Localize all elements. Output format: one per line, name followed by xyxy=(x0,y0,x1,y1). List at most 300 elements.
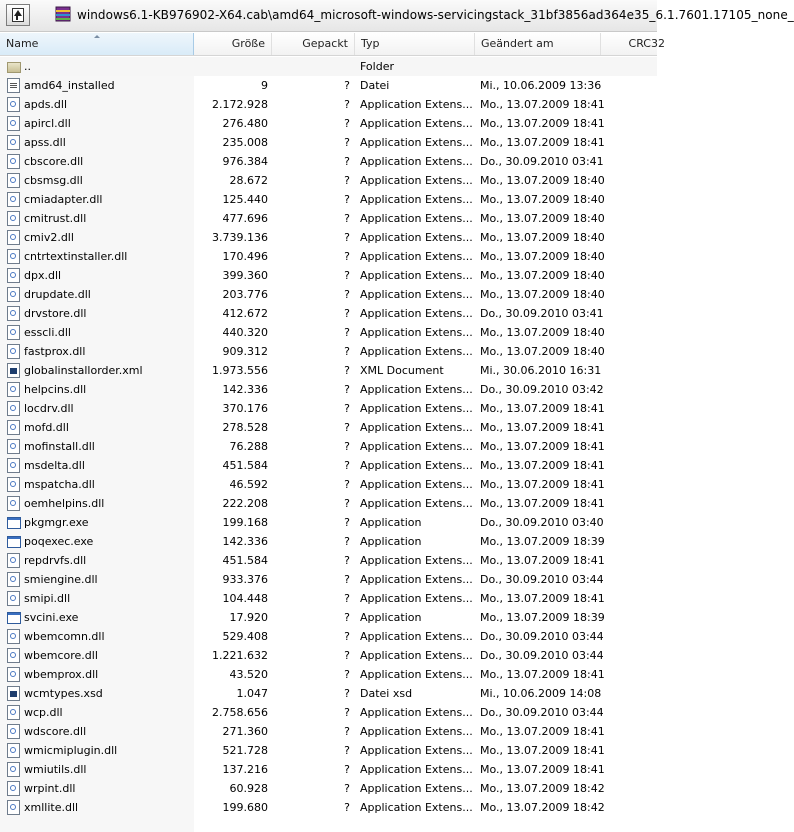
file-type: Application Extens... xyxy=(360,668,473,681)
file-packed-size: ? xyxy=(344,307,350,320)
file-size: 199.168 xyxy=(222,516,268,529)
file-modified: Mo., 13.07.2009 18:41 xyxy=(480,440,605,453)
file-size: 142.336 xyxy=(222,383,268,396)
file-row[interactable] xyxy=(0,741,657,760)
file-icon xyxy=(7,78,20,93)
file-name: pkgmgr.exe xyxy=(24,516,89,529)
dll-icon xyxy=(7,401,20,416)
file-modified: Do., 30.09.2010 03:41 xyxy=(480,307,604,320)
file-type: Application Extens... xyxy=(360,592,473,605)
file-packed-size: ? xyxy=(344,421,350,434)
file-name: dpx.dll xyxy=(24,269,62,282)
file-modified: Mo., 13.07.2009 18:40 xyxy=(480,212,605,225)
dll-icon xyxy=(7,591,20,606)
file-modified: Do., 30.09.2010 03:44 xyxy=(480,630,604,643)
dll-icon xyxy=(7,230,20,245)
file-name: wbemcomn.dll xyxy=(24,630,105,643)
exe-icon xyxy=(7,517,21,529)
file-row[interactable] xyxy=(0,190,657,209)
file-size: 170.496 xyxy=(222,250,268,263)
file-modified: Mo., 13.07.2009 18:40 xyxy=(480,174,605,187)
file-name: wcp.dll xyxy=(24,706,63,719)
file-row[interactable] xyxy=(0,285,657,304)
file-packed-size: ? xyxy=(344,231,350,244)
column-header-crc[interactable] xyxy=(601,33,671,55)
file-size: 43.520 xyxy=(229,668,268,681)
file-size: 1.047 xyxy=(236,687,268,700)
file-size: 370.176 xyxy=(222,402,268,415)
file-packed-size: ? xyxy=(344,706,350,719)
dll-icon xyxy=(7,553,20,568)
file-packed-size: ? xyxy=(344,155,350,168)
file-name: cmitrust.dll xyxy=(24,212,87,225)
dll-icon xyxy=(7,724,20,739)
exe-icon xyxy=(7,612,21,624)
file-packed-size: ? xyxy=(344,801,350,814)
file-type: Application Extens... xyxy=(360,573,473,586)
file-size: 477.696 xyxy=(222,212,268,225)
file-row[interactable] xyxy=(0,114,657,133)
file-packed-size: ? xyxy=(344,649,350,662)
file-packed-size: ? xyxy=(344,763,350,776)
sort-ascending-icon xyxy=(94,35,100,38)
file-row[interactable] xyxy=(0,266,657,285)
file-name: apds.dll xyxy=(24,98,68,111)
column-header-name-label: Name xyxy=(6,37,39,50)
folder-icon xyxy=(7,62,21,73)
file-packed-size: ? xyxy=(344,136,350,149)
file-size: 235.008 xyxy=(222,136,268,149)
file-modified: Mo., 13.07.2009 18:41 xyxy=(480,763,605,776)
file-row[interactable] xyxy=(0,532,657,551)
dll-icon xyxy=(7,344,20,359)
file-size: 104.448 xyxy=(222,592,268,605)
file-modified: Mo., 13.07.2009 18:41 xyxy=(480,744,605,757)
file-type: Application Extens... xyxy=(360,402,473,415)
file-size: 9 xyxy=(261,79,268,92)
file-row[interactable] xyxy=(0,342,657,361)
file-size: 451.584 xyxy=(222,459,268,472)
file-name: xmllite.dll xyxy=(24,801,79,814)
archive-path: windows6.1-KB976902-X64.cab\amd64_microsoft-windows-servicingstack_31bf3856ad364e35_6.1.7601.17105_none_ xyxy=(77,8,794,22)
file-name: cmiv2.dll xyxy=(24,231,74,244)
file-modified: Mo., 13.07.2009 18:39 xyxy=(480,535,605,548)
file-type: Application Extens... xyxy=(360,706,473,719)
file-row[interactable] xyxy=(0,76,657,95)
file-size: 125.440 xyxy=(222,193,268,206)
file-row[interactable] xyxy=(0,437,657,456)
file-row[interactable] xyxy=(0,456,657,475)
file-type: Application Extens... xyxy=(360,744,473,757)
file-row[interactable] xyxy=(0,380,657,399)
file-name: globalinstallorder.xml xyxy=(24,364,143,377)
dll-icon xyxy=(7,762,20,777)
file-name: wmicmiplugin.dll xyxy=(24,744,118,757)
file-name: amd64_installed xyxy=(24,79,115,92)
toolbar xyxy=(0,0,794,32)
dll-icon xyxy=(7,439,20,454)
file-row[interactable] xyxy=(0,798,657,817)
column-header-packed-label: Gepackt xyxy=(302,37,348,50)
file-type: Application Extens... xyxy=(360,554,473,567)
file-name: esscli.dll xyxy=(24,326,71,339)
file-size: 203.776 xyxy=(222,288,268,301)
file-modified xyxy=(480,57,600,76)
file-packed-size: ? xyxy=(344,573,350,586)
file-name: .. xyxy=(24,60,31,73)
file-name: mofinstall.dll xyxy=(24,440,95,453)
file-packed-size xyxy=(272,57,350,76)
file-packed-size: ? xyxy=(344,288,350,301)
file-packed-size: ? xyxy=(344,174,350,187)
file-modified: Mo., 13.07.2009 18:41 xyxy=(480,421,605,434)
file-row[interactable] xyxy=(0,399,657,418)
file-size: 46.592 xyxy=(229,478,268,491)
file-packed-size: ? xyxy=(344,497,350,510)
file-size: 933.376 xyxy=(222,573,268,586)
file-packed-size: ? xyxy=(344,459,350,472)
dll-icon xyxy=(7,572,20,587)
dll-icon xyxy=(7,743,20,758)
file-type: Datei xsd xyxy=(360,687,413,700)
file-size: 76.288 xyxy=(229,440,268,453)
file-size: 529.408 xyxy=(222,630,268,643)
file-size: 521.728 xyxy=(222,744,268,757)
dll-icon xyxy=(7,173,20,188)
file-row[interactable] xyxy=(0,247,657,266)
file-row[interactable] xyxy=(0,684,657,703)
up-arrow-icon xyxy=(12,8,24,22)
file-name: smipi.dll xyxy=(24,592,71,605)
file-packed-size: ? xyxy=(344,725,350,738)
file-modified: Mo., 13.07.2009 18:41 xyxy=(480,402,605,415)
file-packed-size: ? xyxy=(344,250,350,263)
dll-icon xyxy=(7,477,20,492)
file-row[interactable] xyxy=(0,418,657,437)
file-name: drupdate.dll xyxy=(24,288,91,301)
file-size: 1.221.632 xyxy=(212,649,268,662)
file-row[interactable] xyxy=(0,133,657,152)
file-packed-size: ? xyxy=(344,687,350,700)
up-folder-button[interactable] xyxy=(6,4,30,26)
file-type: Application Extens... xyxy=(360,497,473,510)
column-header-packed[interactable] xyxy=(272,33,355,55)
file-type: Application Extens... xyxy=(360,193,473,206)
file-name: wcmtypes.xsd xyxy=(24,687,103,700)
file-type: Application Extens... xyxy=(360,250,473,263)
file-row[interactable] xyxy=(0,589,657,608)
file-row[interactable] xyxy=(0,627,657,646)
dll-icon xyxy=(7,800,20,815)
file-modified: Mo., 13.07.2009 18:40 xyxy=(480,288,605,301)
file-name: mofd.dll xyxy=(24,421,69,434)
file-name: repdrvfs.dll xyxy=(24,554,87,567)
file-packed-size: ? xyxy=(344,744,350,757)
file-modified: Mo., 13.07.2009 18:41 xyxy=(480,98,605,111)
file-size: 1.973.556 xyxy=(212,364,268,377)
dll-icon xyxy=(7,781,20,796)
file-list xyxy=(0,57,657,817)
file-packed-size: ? xyxy=(344,535,350,548)
file-type: Application Extens... xyxy=(360,725,473,738)
file-type: Application Extens... xyxy=(360,478,473,491)
file-row[interactable] xyxy=(0,608,657,627)
file-row[interactable] xyxy=(0,228,657,247)
file-modified: Mo., 13.07.2009 18:41 xyxy=(480,668,605,681)
file-modified: Mo., 13.07.2009 18:41 xyxy=(480,117,605,130)
file-packed-size: ? xyxy=(344,193,350,206)
file-size: 399.360 xyxy=(222,269,268,282)
file-name: msdelta.dll xyxy=(24,459,85,472)
file-type: Application Extens... xyxy=(360,98,473,111)
file-modified: Mo., 13.07.2009 18:40 xyxy=(480,193,605,206)
file-modified: Mo., 13.07.2009 18:41 xyxy=(480,478,605,491)
file-size: 440.320 xyxy=(222,326,268,339)
file-row[interactable] xyxy=(0,171,657,190)
file-packed-size: ? xyxy=(344,326,350,339)
file-size: 412.672 xyxy=(222,307,268,320)
file-row[interactable] xyxy=(0,760,657,779)
file-size: 2.172.928 xyxy=(212,98,268,111)
file-modified: Mo., 13.07.2009 18:40 xyxy=(480,250,605,263)
file-type: Application Extens... xyxy=(360,345,473,358)
file-type: XML Document xyxy=(360,364,444,377)
file-size: 60.928 xyxy=(229,782,268,795)
file-type: Application Extens... xyxy=(360,212,473,225)
dll-icon xyxy=(7,116,20,131)
file-type: Application Extens... xyxy=(360,174,473,187)
file-type: Application xyxy=(360,516,422,529)
file-size: 451.584 xyxy=(222,554,268,567)
file-type: Application xyxy=(360,611,422,624)
file-name: cntrtextinstaller.dll xyxy=(24,250,128,263)
file-modified: Mo., 13.07.2009 18:41 xyxy=(480,592,605,605)
file-type: Folder xyxy=(360,60,394,73)
file-type: Application Extens... xyxy=(360,421,473,434)
file-modified: Mi., 30.06.2010 16:31 xyxy=(480,364,602,377)
file-name: poqexec.exe xyxy=(24,535,94,548)
dll-icon xyxy=(7,325,20,340)
file-modified: Mo., 13.07.2009 18:40 xyxy=(480,345,605,358)
dll-icon xyxy=(7,211,20,226)
file-size: 137.216 xyxy=(222,763,268,776)
file-packed-size: ? xyxy=(344,630,350,643)
file-type: Datei xyxy=(360,79,390,92)
file-packed-size: ? xyxy=(344,383,350,396)
file-size: 2.758.656 xyxy=(212,706,268,719)
file-packed-size: ? xyxy=(344,440,350,453)
xml-icon xyxy=(7,686,20,701)
file-packed-size: ? xyxy=(344,98,350,111)
file-name: svcini.exe xyxy=(24,611,79,624)
file-modified: Mi., 10.06.2009 13:36 xyxy=(480,79,602,92)
file-modified: Mo., 13.07.2009 18:40 xyxy=(480,326,605,339)
file-row[interactable] xyxy=(0,703,657,722)
file-type: Application Extens... xyxy=(360,649,473,662)
file-size: 976.384 xyxy=(222,155,268,168)
file-modified: Mo., 13.07.2009 18:40 xyxy=(480,231,605,244)
file-size: 28.672 xyxy=(229,174,268,187)
file-packed-size: ? xyxy=(344,592,350,605)
file-modified: Do., 30.09.2010 03:44 xyxy=(480,649,604,662)
file-modified: Mo., 13.07.2009 18:41 xyxy=(480,497,605,510)
dll-icon xyxy=(7,420,20,435)
file-packed-size: ? xyxy=(344,668,350,681)
file-modified: Mo., 13.07.2009 18:41 xyxy=(480,725,605,738)
file-row[interactable] xyxy=(0,57,657,76)
file-name: wbemprox.dll xyxy=(24,668,99,681)
file-type: Application Extens... xyxy=(360,136,473,149)
file-type: Application Extens... xyxy=(360,630,473,643)
dll-icon xyxy=(7,705,20,720)
file-name: oemhelpins.dll xyxy=(24,497,105,510)
dll-icon xyxy=(7,192,20,207)
exe-icon xyxy=(7,536,21,548)
file-row[interactable] xyxy=(0,304,657,323)
file-name: smiengine.dll xyxy=(24,573,98,586)
address-bar[interactable] xyxy=(55,6,794,26)
archive-icon xyxy=(55,6,71,22)
file-name: cbscore.dll xyxy=(24,155,84,168)
file-type: Application Extens... xyxy=(360,288,473,301)
file-packed-size: ? xyxy=(344,212,350,225)
dll-icon xyxy=(7,154,20,169)
file-packed-size: ? xyxy=(344,364,350,377)
file-row[interactable] xyxy=(0,646,657,665)
file-modified: Do., 30.09.2010 03:40 xyxy=(480,516,604,529)
file-name: wmiutils.dll xyxy=(24,763,87,776)
dll-icon xyxy=(7,458,20,473)
file-packed-size: ? xyxy=(344,402,350,415)
dll-icon xyxy=(7,135,20,150)
file-packed-size: ? xyxy=(344,478,350,491)
column-header-type-label: Typ xyxy=(361,37,380,50)
file-name: drvstore.dll xyxy=(24,307,87,320)
file-name: wbemcore.dll xyxy=(24,649,98,662)
file-name: apss.dll xyxy=(24,136,66,149)
file-size: 276.480 xyxy=(222,117,268,130)
dll-icon xyxy=(7,648,20,663)
file-type: Application Extens... xyxy=(360,269,473,282)
file-size: 142.336 xyxy=(222,535,268,548)
file-row[interactable] xyxy=(0,95,657,114)
file-size: 271.360 xyxy=(222,725,268,738)
file-size xyxy=(194,57,268,76)
dll-icon xyxy=(7,382,20,397)
dll-icon xyxy=(7,268,20,283)
file-row[interactable] xyxy=(0,475,657,494)
file-modified: Mi., 10.06.2009 14:08 xyxy=(480,687,602,700)
file-type: Application Extens... xyxy=(360,801,473,814)
file-name: mspatcha.dll xyxy=(24,478,95,491)
file-modified: Mo., 13.07.2009 18:41 xyxy=(480,459,605,472)
file-type: Application Extens... xyxy=(360,326,473,339)
file-packed-size: ? xyxy=(344,269,350,282)
file-modified: Mo., 13.07.2009 18:42 xyxy=(480,782,605,795)
file-row[interactable] xyxy=(0,570,657,589)
column-header-size[interactable] xyxy=(194,33,272,55)
file-modified: Do., 30.09.2010 03:44 xyxy=(480,573,604,586)
file-type: Application Extens... xyxy=(360,440,473,453)
file-row[interactable] xyxy=(0,494,657,513)
file-row[interactable] xyxy=(0,209,657,228)
file-row[interactable] xyxy=(0,152,657,171)
xml-icon xyxy=(7,363,20,378)
file-size: 278.528 xyxy=(222,421,268,434)
column-header-modified[interactable] xyxy=(475,33,601,55)
file-packed-size: ? xyxy=(344,79,350,92)
file-modified: Mo., 13.07.2009 18:39 xyxy=(480,611,605,624)
file-type: Application Extens... xyxy=(360,763,473,776)
file-modified: Mo., 13.07.2009 18:41 xyxy=(480,554,605,567)
file-row[interactable] xyxy=(0,779,657,798)
file-name: fastprox.dll xyxy=(24,345,86,358)
file-size: 3.739.136 xyxy=(212,231,268,244)
column-header-modified-label: Geändert am xyxy=(481,37,554,50)
file-type: Application Extens... xyxy=(360,231,473,244)
file-name: helpcins.dll xyxy=(24,383,87,396)
file-modified: Do., 30.09.2010 03:42 xyxy=(480,383,604,396)
file-name: wrpint.dll xyxy=(24,782,76,795)
column-header-type[interactable] xyxy=(355,33,475,55)
file-size: 222.208 xyxy=(222,497,268,510)
dll-icon xyxy=(7,667,20,682)
dll-icon xyxy=(7,249,20,264)
file-size: 17.920 xyxy=(229,611,268,624)
file-type: Application Extens... xyxy=(360,782,473,795)
file-packed-size: ? xyxy=(344,782,350,795)
file-row[interactable] xyxy=(0,361,657,380)
file-size: 909.312 xyxy=(222,345,268,358)
file-packed-size: ? xyxy=(344,516,350,529)
file-packed-size: ? xyxy=(344,611,350,624)
dll-icon xyxy=(7,97,20,112)
file-type: Application xyxy=(360,535,422,548)
file-name: cbsmsg.dll xyxy=(24,174,83,187)
file-type: Application Extens... xyxy=(360,307,473,320)
file-modified: Do., 30.09.2010 03:44 xyxy=(480,706,604,719)
file-row[interactable] xyxy=(0,551,657,570)
dll-icon xyxy=(7,306,20,321)
column-header-row xyxy=(0,33,665,56)
file-name: apircl.dll xyxy=(24,117,71,130)
file-type: Application Extens... xyxy=(360,459,473,472)
file-packed-size: ? xyxy=(344,554,350,567)
file-type: Application Extens... xyxy=(360,383,473,396)
dll-icon xyxy=(7,496,20,511)
file-type: Application Extens... xyxy=(360,117,473,130)
file-name: cmiadapter.dll xyxy=(24,193,103,206)
file-name: wdscore.dll xyxy=(24,725,87,738)
file-modified: Do., 30.09.2010 03:41 xyxy=(480,155,604,168)
file-modified: Mo., 13.07.2009 18:42 xyxy=(480,801,605,814)
file-packed-size: ? xyxy=(344,345,350,358)
file-size: 199.680 xyxy=(222,801,268,814)
file-row[interactable] xyxy=(0,665,657,684)
column-header-crc-label: CRC32 xyxy=(628,37,665,50)
file-modified: Mo., 13.07.2009 18:41 xyxy=(480,136,605,149)
dll-icon xyxy=(7,629,20,644)
file-row[interactable] xyxy=(0,722,657,741)
column-header-size-label: Größe xyxy=(231,37,265,50)
file-type: Application Extens... xyxy=(360,155,473,168)
file-row[interactable] xyxy=(0,513,657,532)
file-packed-size: ? xyxy=(344,117,350,130)
file-modified: Mo., 13.07.2009 18:40 xyxy=(480,269,605,282)
file-name: locdrv.dll xyxy=(24,402,74,415)
dll-icon xyxy=(7,287,20,302)
file-row[interactable] xyxy=(0,323,657,342)
